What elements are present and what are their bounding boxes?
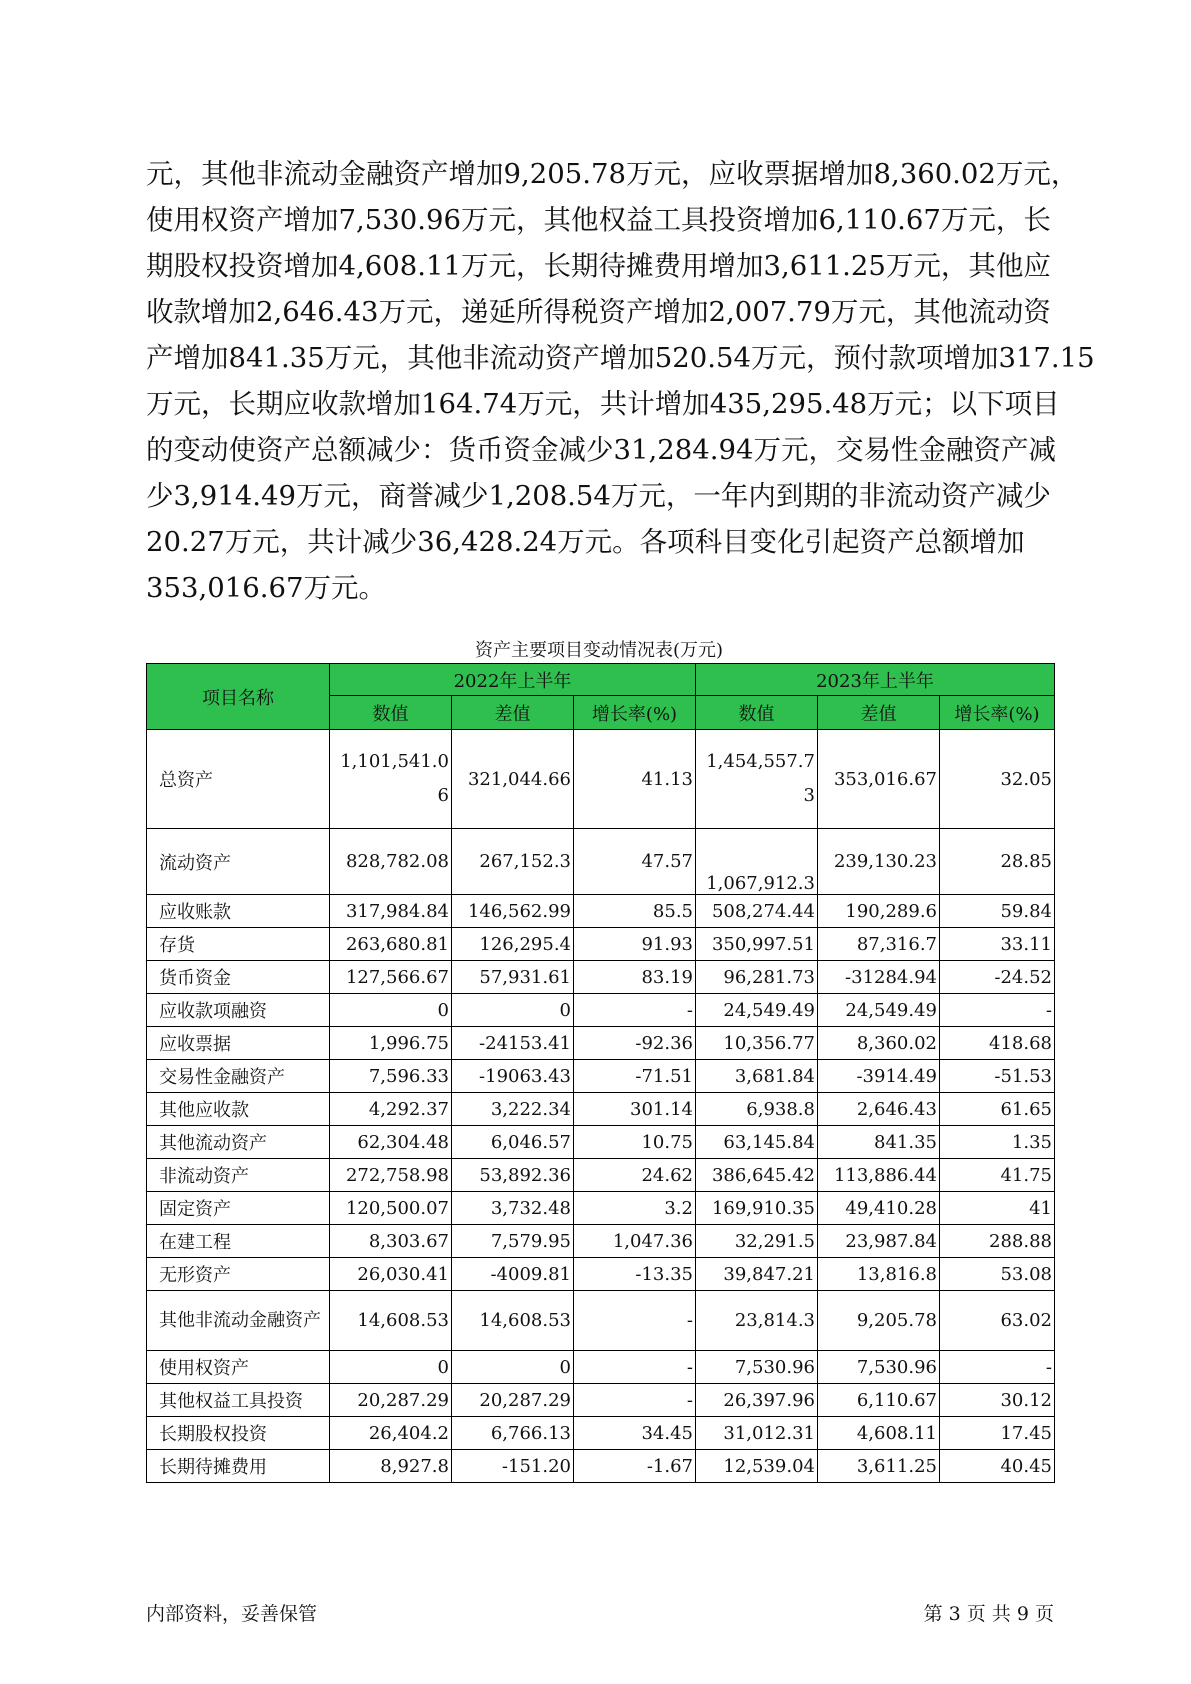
cell-diff-2023: 353,016.67 — [818, 730, 940, 829]
cell-value-2022: 828,782.08 — [330, 829, 452, 895]
header-rate-2023: 增长率(%) — [940, 696, 1055, 730]
table-row — [147, 1384, 1055, 1417]
cell-diff-2022: 321,044.66 — [452, 730, 574, 829]
cell-value-2022: 26,404.2 — [330, 1417, 452, 1450]
row-name: 存货 — [147, 928, 330, 961]
cell-diff-2023: 24,549.49 — [818, 994, 940, 1027]
row-name: 总资产 — [147, 730, 330, 829]
cell-rate-2023: 53.08 — [940, 1258, 1055, 1291]
table-row — [147, 1192, 1055, 1225]
paragraph-line: 的变动使资产总额减少：货币资金减少31,284.94万元，交易性金融资产减 — [146, 434, 1056, 466]
cell-rate-2022: 24.62 — [574, 1159, 696, 1192]
cell-value-2023: 63,145.84 — [696, 1126, 818, 1159]
row-name: 交易性金融资产 — [147, 1060, 330, 1093]
header-diff-2022: 差值 — [452, 696, 574, 730]
row-name: 其他权益工具投资 — [147, 1384, 330, 1417]
paragraph-line: 产增加841.35万元，其他非流动资产增加520.54万元，预付款项增加317.15 — [146, 342, 1095, 374]
cell-rate-2022: 85.5 — [574, 895, 696, 928]
row-name: 其他非流动金融资产 — [147, 1291, 330, 1351]
cell-diff-2023: 49,410.28 — [818, 1192, 940, 1225]
cell-rate-2022: -1.67 — [574, 1450, 696, 1483]
cell-diff-2023: 841.35 — [818, 1126, 940, 1159]
row-name: 应收账款 — [147, 895, 330, 928]
table-row — [147, 1291, 1055, 1351]
row-name: 应收票据 — [147, 1027, 330, 1060]
cell-rate-2022: 91.93 — [574, 928, 696, 961]
row-name: 流动资产 — [147, 829, 330, 895]
cell-rate-2023: 288.88 — [940, 1225, 1055, 1258]
cell-diff-2022: -4009.81 — [452, 1258, 574, 1291]
table-row — [147, 1060, 1055, 1093]
cell-diff-2023: 87,316.7 — [818, 928, 940, 961]
cell-diff-2023: 8,360.02 — [818, 1027, 940, 1060]
table-row — [147, 1258, 1055, 1291]
table-row — [147, 895, 1055, 928]
cell-value-2022: 120,500.07 — [330, 1192, 452, 1225]
cell-diff-2022: 14,608.53 — [452, 1291, 574, 1351]
cell-rate-2023: 28.85 — [940, 829, 1055, 895]
header-period-2023: 2023年上半年 — [696, 664, 1055, 696]
cell-rate-2022: 34.45 — [574, 1417, 696, 1450]
cell-rate-2023: 32.05 — [940, 730, 1055, 829]
cell-rate-2023: -51.53 — [940, 1060, 1055, 1093]
cell-diff-2022: 126,295.4 — [452, 928, 574, 961]
cell-value-2023: 3,681.84 — [696, 1060, 818, 1093]
table-row — [147, 1417, 1055, 1450]
row-name: 非流动资产 — [147, 1159, 330, 1192]
header-period-2022: 2022年上半年 — [330, 664, 696, 696]
row-name: 使用权资产 — [147, 1351, 330, 1384]
cell-rate-2022: - — [574, 1291, 696, 1351]
header-diff-2023: 差值 — [818, 696, 940, 730]
cell-value-2023: 31,012.31 — [696, 1417, 818, 1450]
cell-rate-2023: 30.12 — [940, 1384, 1055, 1417]
cell-diff-2022: 53,892.36 — [452, 1159, 574, 1192]
cell-diff-2022: -19063.43 — [452, 1060, 574, 1093]
cell-diff-2023: 190,289.6 — [818, 895, 940, 928]
cell-rate-2023: 17.45 — [940, 1417, 1055, 1450]
body-paragraph — [146, 151, 1095, 611]
paragraph-line: 353,016.67万元。 — [146, 572, 386, 604]
cell-rate-2022: 10.75 — [574, 1126, 696, 1159]
cell-value-2023: 7,530.96 — [696, 1351, 818, 1384]
table-row — [147, 994, 1055, 1027]
header-value-2023: 数值 — [696, 696, 818, 730]
cell-diff-2023: 6,110.67 — [818, 1384, 940, 1417]
cell-diff-2022: 6,046.57 — [452, 1126, 574, 1159]
cell-diff-2022: 6,766.13 — [452, 1417, 574, 1450]
cell-diff-2023: -3914.49 — [818, 1060, 940, 1093]
table-row — [147, 829, 1055, 895]
cell-diff-2022: 7,579.95 — [452, 1225, 574, 1258]
row-name: 在建工程 — [147, 1225, 330, 1258]
table-row — [147, 1093, 1055, 1126]
cell-rate-2022: -92.36 — [574, 1027, 696, 1060]
row-name: 其他应收款 — [147, 1093, 330, 1126]
cell-value-2022: 0 — [330, 994, 452, 1027]
cell-value-2023: 96,281.73 — [696, 961, 818, 994]
cell-rate-2023: 33.11 — [940, 928, 1055, 961]
cell-diff-2023: 7,530.96 — [818, 1351, 940, 1384]
cell-diff-2022: 0 — [452, 1351, 574, 1384]
header-item-name: 项目名称 — [147, 664, 330, 730]
cell-rate-2022: 3.2 — [574, 1192, 696, 1225]
cell-diff-2023: 113,886.44 — [818, 1159, 940, 1192]
cell-diff-2023: 13,816.8 — [818, 1258, 940, 1291]
cell-value-2023: 386,645.42 — [696, 1159, 818, 1192]
footer-confidential-note: 内部资料，妥善保管 — [146, 1603, 318, 1625]
table-caption: 资产主要项目变动情况表(万元) — [474, 640, 724, 661]
cell-diff-2023: 23,987.84 — [818, 1225, 940, 1258]
row-name: 货币资金 — [147, 961, 330, 994]
cell-value-2022: 26,030.41 — [330, 1258, 452, 1291]
cell-rate-2022: - — [574, 1351, 696, 1384]
cell-value-2023: 23,814.3 — [696, 1291, 818, 1351]
cell-value-2022: 1,996.75 — [330, 1027, 452, 1060]
cell-rate-2023: - — [940, 994, 1055, 1027]
cell-diff-2023: 9,205.78 — [818, 1291, 940, 1351]
cell-diff-2022: 0 — [452, 994, 574, 1027]
cell-rate-2022: -71.51 — [574, 1060, 696, 1093]
cell-value-2023: 39,847.21 — [696, 1258, 818, 1291]
cell-rate-2023: 41.75 — [940, 1159, 1055, 1192]
cell-value-2023: 26,397.96 — [696, 1384, 818, 1417]
cell-rate-2022: 41.13 — [574, 730, 696, 829]
row-name: 长期待摊费用 — [147, 1450, 330, 1483]
cell-rate-2022: 301.14 — [574, 1093, 696, 1126]
cell-rate-2022: - — [574, 1384, 696, 1417]
cell-rate-2022: 83.19 — [574, 961, 696, 994]
header-rate-2022: 增长率(%) — [574, 696, 696, 730]
table-row — [147, 730, 1055, 829]
cell-rate-2022: -13.35 — [574, 1258, 696, 1291]
cell-value-2022: 8,303.67 — [330, 1225, 452, 1258]
row-name: 应收款项融资 — [147, 994, 330, 1027]
row-name: 固定资产 — [147, 1192, 330, 1225]
table-row — [147, 1126, 1055, 1159]
cell-rate-2022: 47.57 — [574, 829, 696, 895]
cell-diff-2022: 267,152.3 — [452, 829, 574, 895]
page-number: 第 3 页 共 9 页 — [923, 1603, 1054, 1625]
paragraph-line: 收款增加2,646.43万元，递延所得税资产增加2,007.79万元，其他流动资 — [146, 296, 1051, 328]
cell-rate-2022: 1,047.36 — [574, 1225, 696, 1258]
cell-diff-2022: 3,732.48 — [452, 1192, 574, 1225]
cell-value-2022: 14,608.53 — [330, 1291, 452, 1351]
asset-change-table — [146, 663, 1055, 1483]
table-row — [147, 1351, 1055, 1384]
cell-diff-2022: 146,562.99 — [452, 895, 574, 928]
paragraph-line: 20.27万元，共计减少36,428.24万元。各项科目变化引起资产总额增加 — [146, 526, 1025, 558]
cell-value-2023: 32,291.5 — [696, 1225, 818, 1258]
table-row — [147, 1450, 1055, 1483]
table-row — [147, 1027, 1055, 1060]
cell-value-2023: 12,539.04 — [696, 1450, 818, 1483]
cell-rate-2023: -24.52 — [940, 961, 1055, 994]
cell-value-2022: 8,927.8 — [330, 1450, 452, 1483]
cell-value-2022: 4,292.37 — [330, 1093, 452, 1126]
cell-rate-2022: - — [574, 994, 696, 1027]
paragraph-line: 期股权投资增加4,608.11万元，长期待摊费用增加3,611.25万元，其他应 — [146, 250, 1051, 282]
cell-value-2023: 6,938.8 — [696, 1093, 818, 1126]
cell-diff-2022: 3,222.34 — [452, 1093, 574, 1126]
cell-value-2023: 1,067,912.3 — [696, 829, 818, 895]
cell-value-2023: 508,274.44 — [696, 895, 818, 928]
paragraph-line: 少3,914.49万元，商誉减少1,208.54万元，一年内到期的非流动资产减少 — [146, 480, 1051, 512]
table-row — [147, 928, 1055, 961]
cell-value-2022: 1,101,541.06 — [330, 730, 452, 829]
cell-diff-2022: 57,931.61 — [452, 961, 574, 994]
cell-value-2023: 350,997.51 — [696, 928, 818, 961]
cell-diff-2022: 20,287.29 — [452, 1384, 574, 1417]
cell-value-2022: 0 — [330, 1351, 452, 1384]
cell-rate-2023: - — [940, 1351, 1055, 1384]
cell-diff-2023: 2,646.43 — [818, 1093, 940, 1126]
cell-value-2022: 7,596.33 — [330, 1060, 452, 1093]
table-row — [147, 1159, 1055, 1192]
cell-diff-2023: 3,611.25 — [818, 1450, 940, 1483]
cell-rate-2023: 41 — [940, 1192, 1055, 1225]
paragraph-line: 万元，长期应收款增加164.74万元，共计增加435,295.48万元；以下项目 — [146, 388, 1060, 420]
cell-rate-2023: 40.45 — [940, 1450, 1055, 1483]
paragraph-line: 使用权资产增加7,530.96万元，其他权益工具投资增加6,110.67万元，长 — [146, 204, 1051, 236]
paragraph-line: 元，其他非流动金融资产增加9,205.78万元，应收票据增加8,360.02万元， — [146, 158, 1079, 190]
cell-value-2023: 24,549.49 — [696, 994, 818, 1027]
cell-diff-2023: -31284.94 — [818, 961, 940, 994]
row-name: 其他流动资产 — [147, 1126, 330, 1159]
cell-diff-2022: -24153.41 — [452, 1027, 574, 1060]
table-row — [147, 961, 1055, 994]
table-row — [147, 1225, 1055, 1258]
cell-value-2023: 169,910.35 — [696, 1192, 818, 1225]
cell-rate-2023: 59.84 — [940, 895, 1055, 928]
cell-diff-2023: 4,608.11 — [818, 1417, 940, 1450]
cell-value-2022: 263,680.81 — [330, 928, 452, 961]
cell-rate-2023: 1.35 — [940, 1126, 1055, 1159]
cell-diff-2022: -151.20 — [452, 1450, 574, 1483]
cell-value-2022: 127,566.67 — [330, 961, 452, 994]
cell-value-2022: 272,758.98 — [330, 1159, 452, 1192]
cell-rate-2023: 418.68 — [940, 1027, 1055, 1060]
row-name: 长期股权投资 — [147, 1417, 330, 1450]
cell-value-2023: 10,356.77 — [696, 1027, 818, 1060]
cell-diff-2023: 239,130.23 — [818, 829, 940, 895]
cell-rate-2023: 61.65 — [940, 1093, 1055, 1126]
cell-value-2022: 20,287.29 — [330, 1384, 452, 1417]
header-value-2022: 数值 — [330, 696, 452, 730]
cell-value-2023: 1,454,557.73 — [696, 730, 818, 829]
row-name: 无形资产 — [147, 1258, 330, 1291]
cell-value-2022: 62,304.48 — [330, 1126, 452, 1159]
cell-value-2022: 317,984.84 — [330, 895, 452, 928]
cell-rate-2023: 63.02 — [940, 1291, 1055, 1351]
